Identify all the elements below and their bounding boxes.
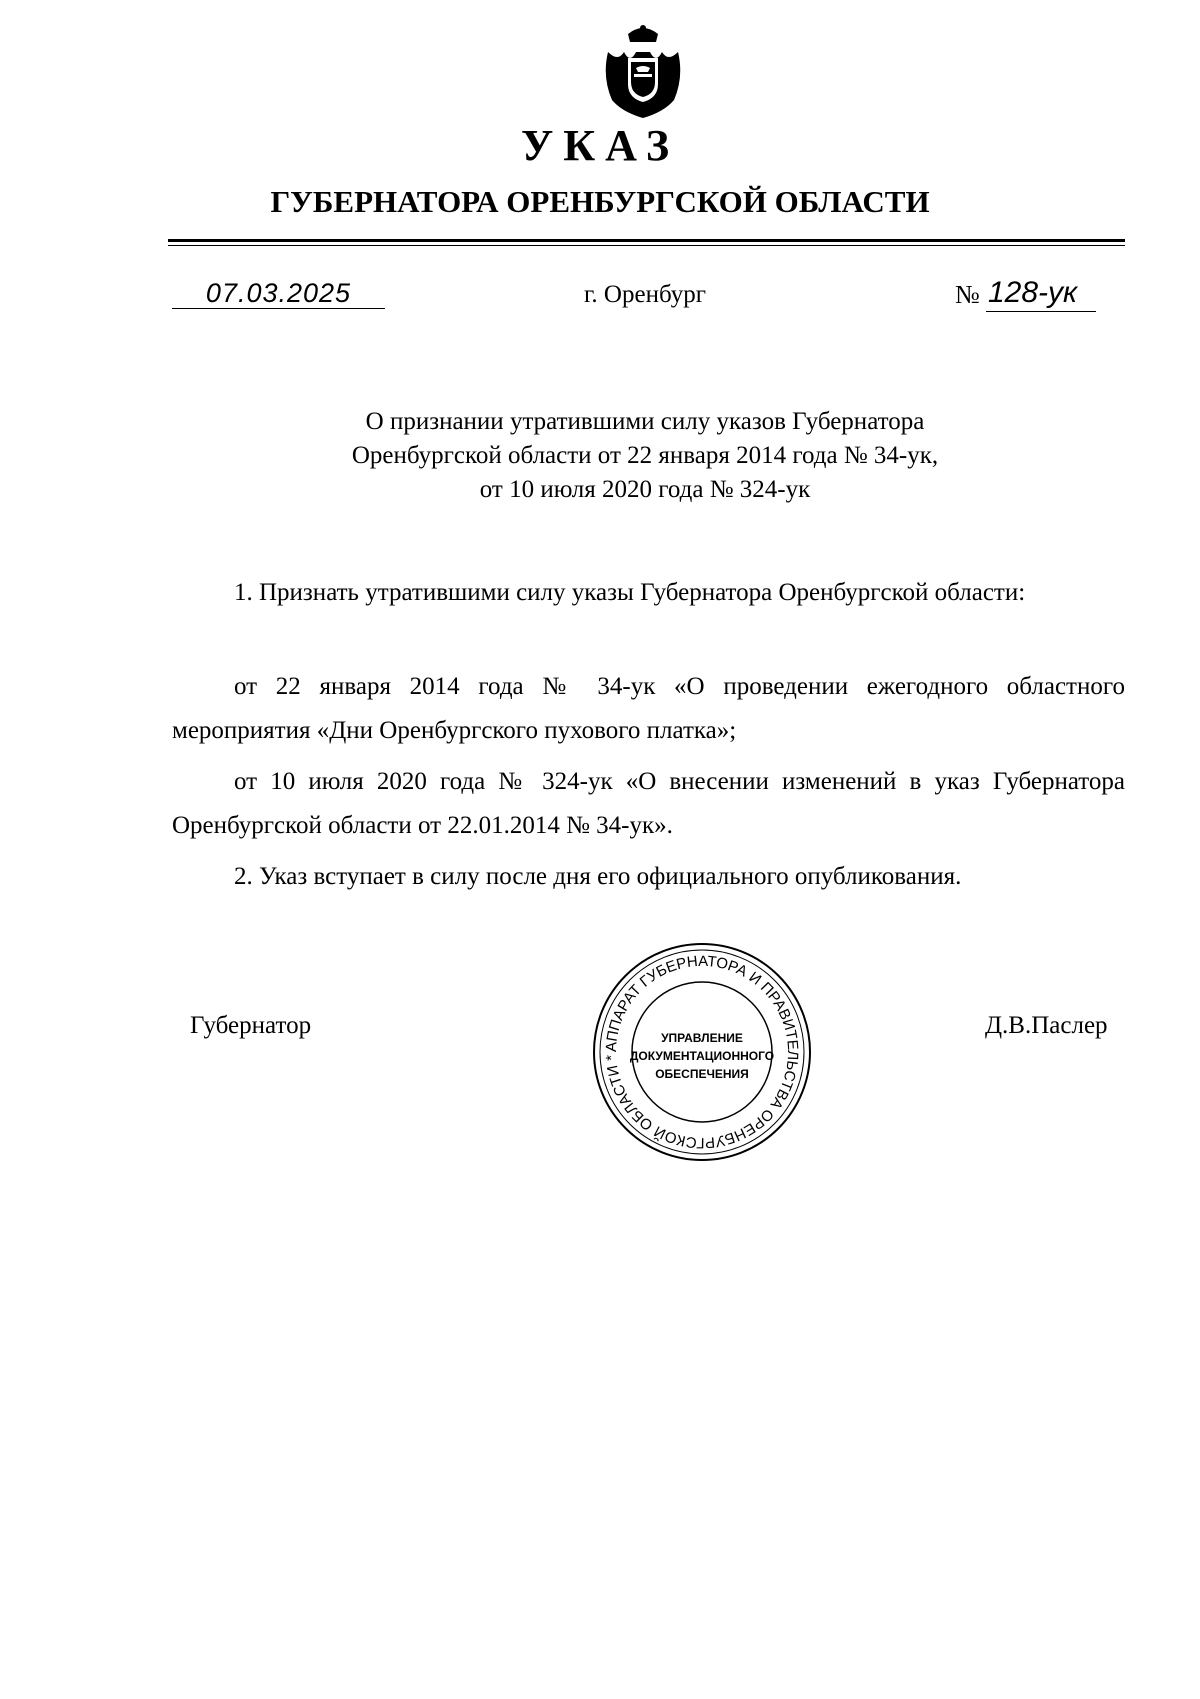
paragraph-text: 1. Признать утратившими силу указы Губернатора Оренбургской области: (234, 579, 1026, 606)
document-type-heading: УКАЗ (520, 121, 680, 170)
subject-line: Оренбургской области от 22 января 2014 года № 34-ук, (351, 442, 939, 469)
body-paragraph (172, 665, 1125, 753)
subject-line: О признании утратившими силу указов Губернатора (365, 408, 925, 435)
number-underline (986, 311, 1096, 312)
official-seal (590, 940, 814, 1164)
seal-outer-text: АППАРАТ ГУБЕРНАТОРА И ПРАВИТЕЛЬСТВА ОРЕНБУРГСКОЙ ОБЛАСТИ * (602, 952, 802, 1152)
header-rule-thin (168, 245, 1125, 246)
document-date: 07.03.2025 (205, 278, 352, 308)
body-paragraph (172, 571, 1125, 615)
signatory-title: Губернатор (190, 1012, 312, 1039)
issuer-heading: ГУБЕРНАТОРА ОРЕНБУРГСКОЙ ОБЛАСТИ (270, 184, 930, 219)
body-paragraph (172, 760, 1125, 848)
document-subject (0, 405, 1200, 507)
coat-of-arms-icon (598, 22, 688, 122)
signatory-name: Д.В.Паслер (985, 1012, 1108, 1039)
seal-center-line: УПРАВЛЕНИЕ (661, 1031, 743, 1045)
subject-line: от 10 июля 2020 года № 324-ук (479, 476, 811, 503)
paragraph-text: 2. Указ вступает в силу после дня его официального опубликования. (234, 863, 962, 890)
paragraph-text: от 22 января 2014 года № 34-ук «О проведении ежегодного областного мероприятия «Дни Оренбургского пухового платка»; (172, 673, 1125, 744)
seal-center-line: ОБЕСПЕЧЕНИЯ (655, 1067, 749, 1081)
seal-center-line: ДОКУМЕНТАЦИОННОГО (629, 1049, 775, 1063)
header-rule-thick (168, 239, 1125, 242)
document-city: г. Оренбург (584, 281, 706, 308)
number-sign: № (955, 280, 980, 309)
body-paragraph (172, 855, 1125, 899)
document-number: 128-ук (988, 276, 1078, 309)
paragraph-text: от 10 июля 2020 года № 324-ук «О внесении изменений в указ Губернатора Оренбургской области от 22.01.2014 № 34-ук». (172, 768, 1125, 839)
